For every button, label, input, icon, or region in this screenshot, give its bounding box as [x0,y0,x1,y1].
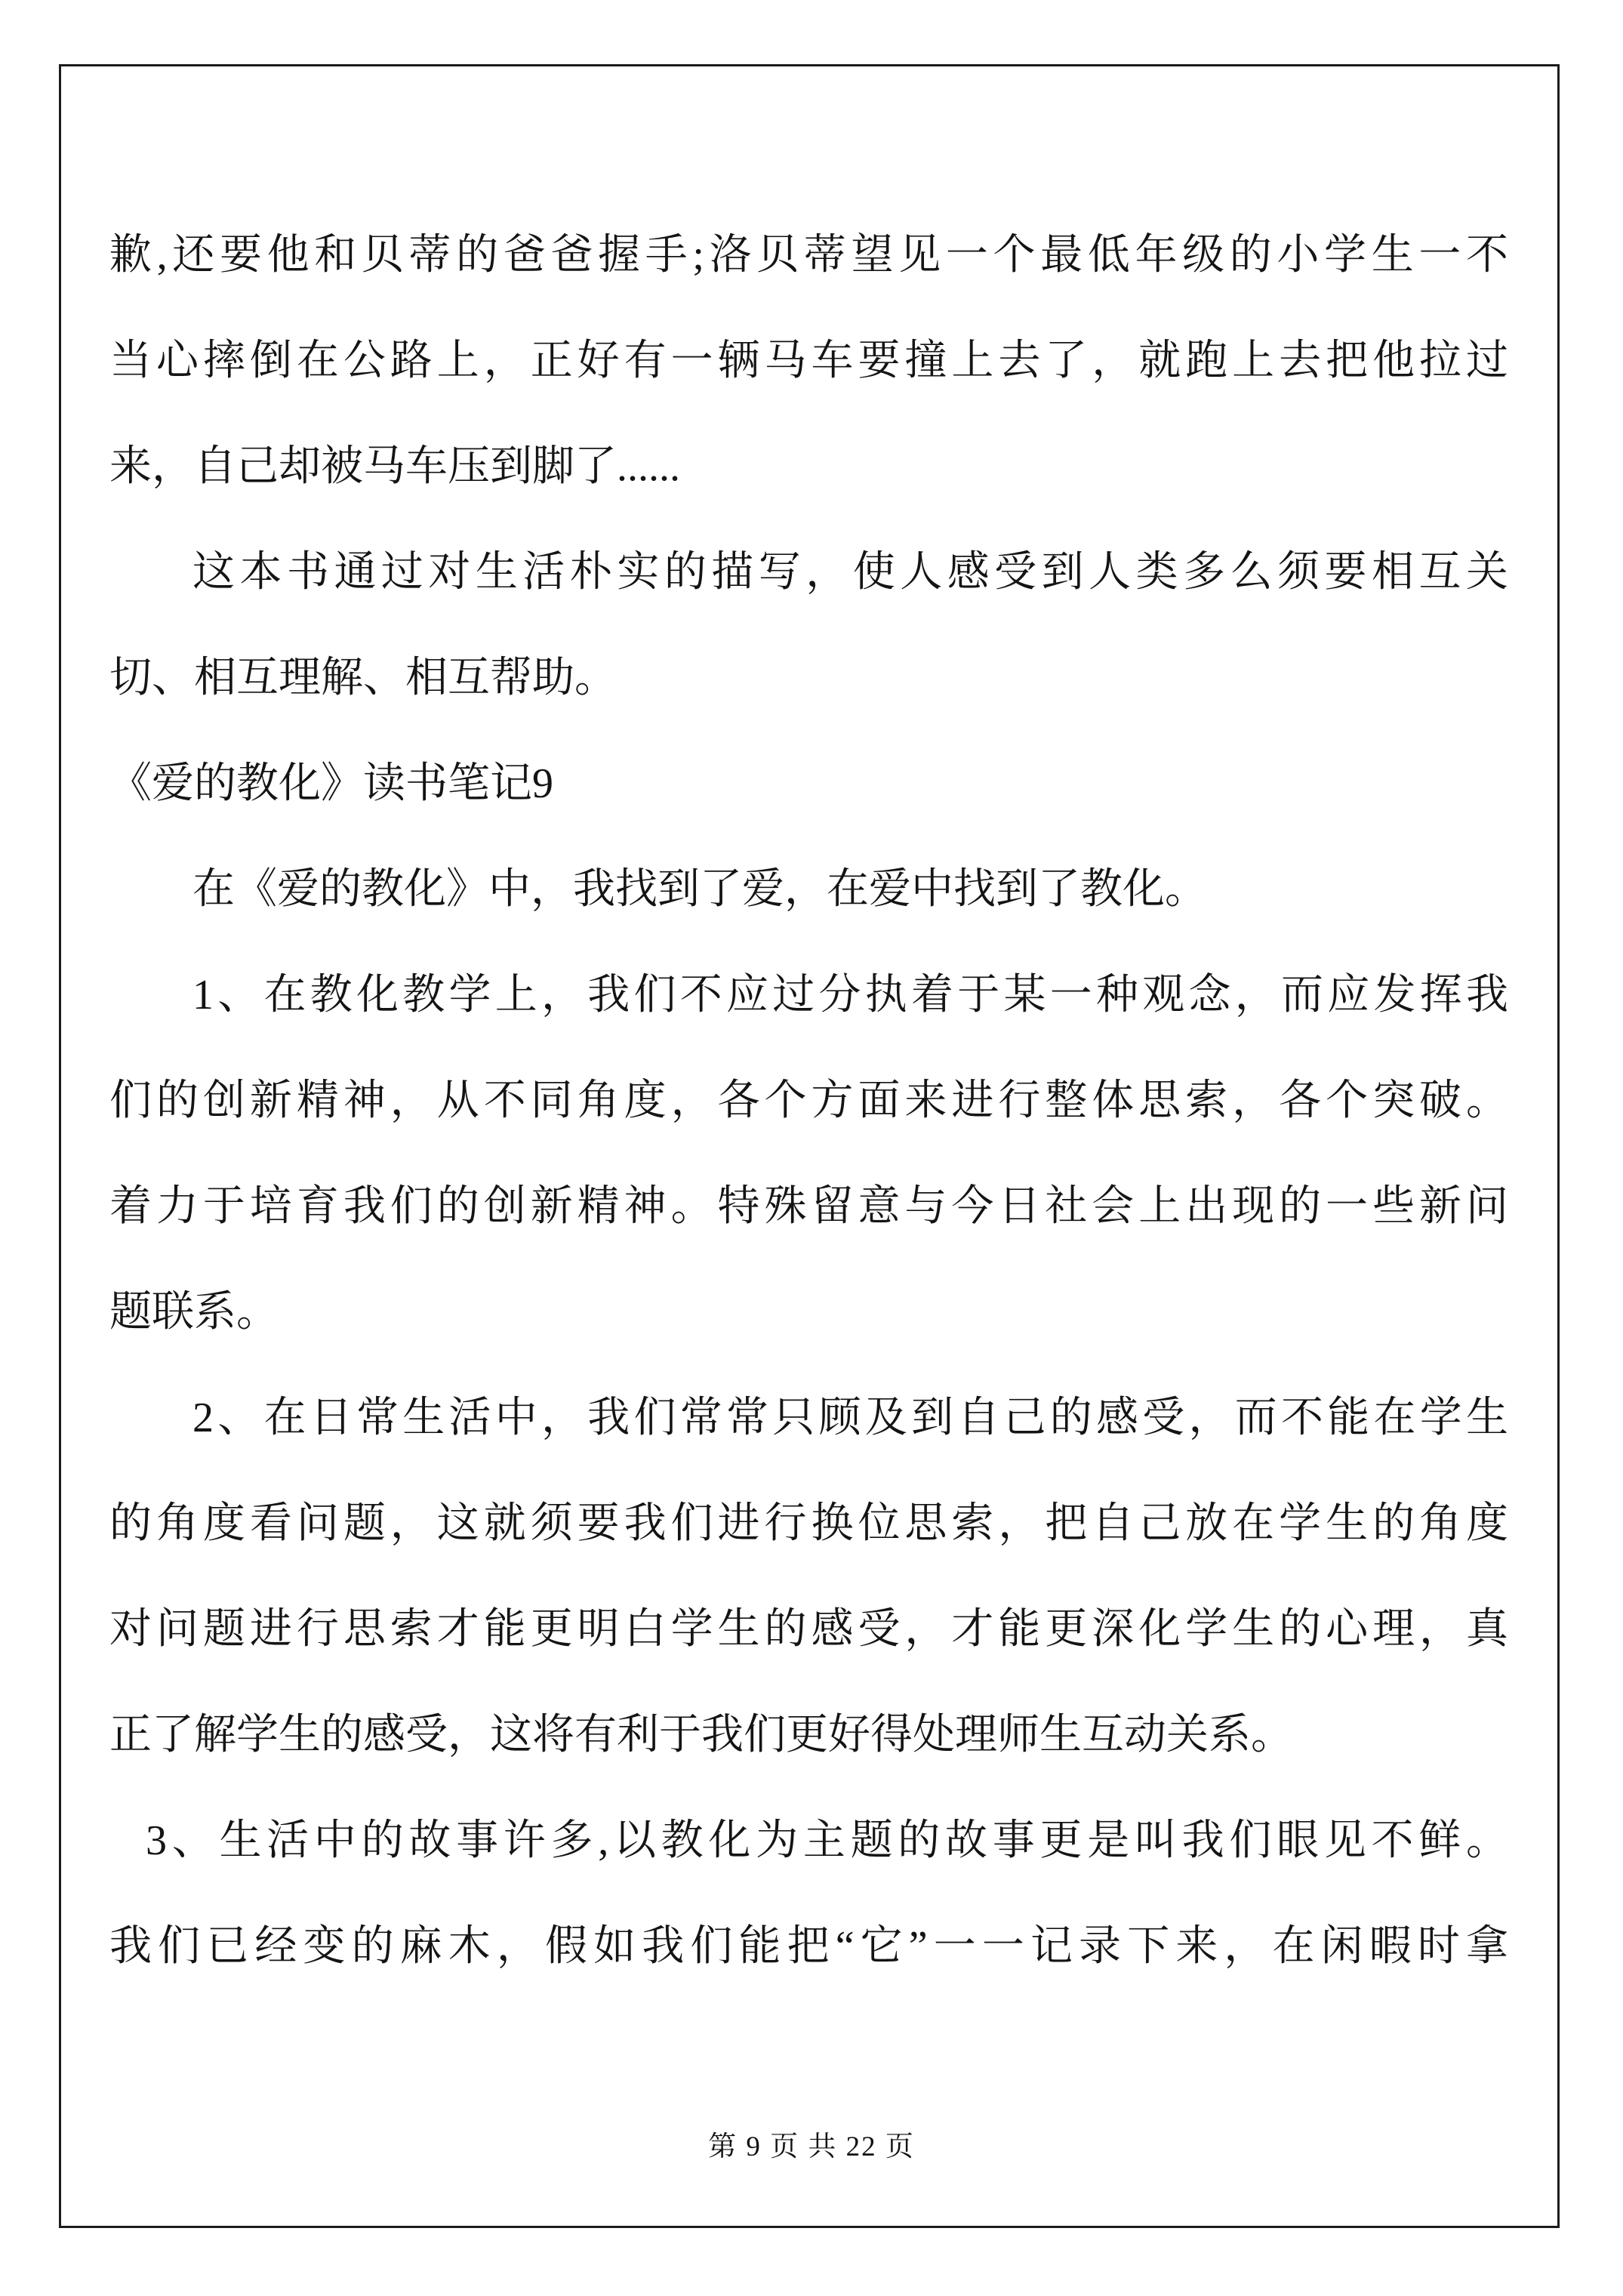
text-line: 在《爱的教化》中，我找到了爱，在爱中找到了教化。 [192,866,1207,913]
text-line: 2、在日常生活中，我们常常只顾及到自己的感受，而不能在学生 [192,1395,1508,1441]
text-line: 正了解学生的感受，这将有利于我们更好得处理师生互动关系。 [109,1712,1293,1758]
text-line: 歉,还要他和贝蒂的爸爸握手;洛贝蒂望见一个最低年级的小学生一不 [109,232,1508,279]
document-body [109,202,1508,1999]
text-line: 的角度看问题，这就须要我们进行换位思索，把自己放在学生的角度 [109,1500,1508,1547]
section-heading: 《爱的教化》读书笔记9 [109,760,553,807]
page-number-footer: 第 9 页 共 22 页 [708,2131,915,2162]
text-line: 着力于培育我们的创新精神。特殊留意与今日社会上出现的一些新问 [109,1183,1508,1230]
text-line: 对问题进行思索才能更明白学生的感受，才能更深化学生的心理，真 [109,1606,1508,1653]
text-line: 切、相互理解、相互帮助。 [109,655,617,701]
text-line: 1、在教化教学上，我们不应过分执着于某一种观念，而应发挥我 [192,972,1508,1019]
text-line: 3、生活中的故事许多,以教化为主题的故事更是叫我们眼见不鲜。 [146,1817,1508,1864]
text-line: 们的创新精神，从不同角度，各个方面来进行整体思索，各个突破。 [109,1077,1508,1124]
text-line: 当心摔倒在公路上，正好有一辆马车要撞上去了，就跑上去把他拉过 [109,337,1508,384]
text-line: 来，自己却被马车压到脚了...... [109,443,680,490]
text-line: 这本书通过对生活朴实的描写，使人感受到人类多么须要相互关 [192,549,1508,596]
text-line: 我们已经变的麻木，假如我们能把“它”一一记录下来，在闲暇时拿 [109,1923,1508,1970]
text-line: 题联系。 [109,1289,279,1336]
